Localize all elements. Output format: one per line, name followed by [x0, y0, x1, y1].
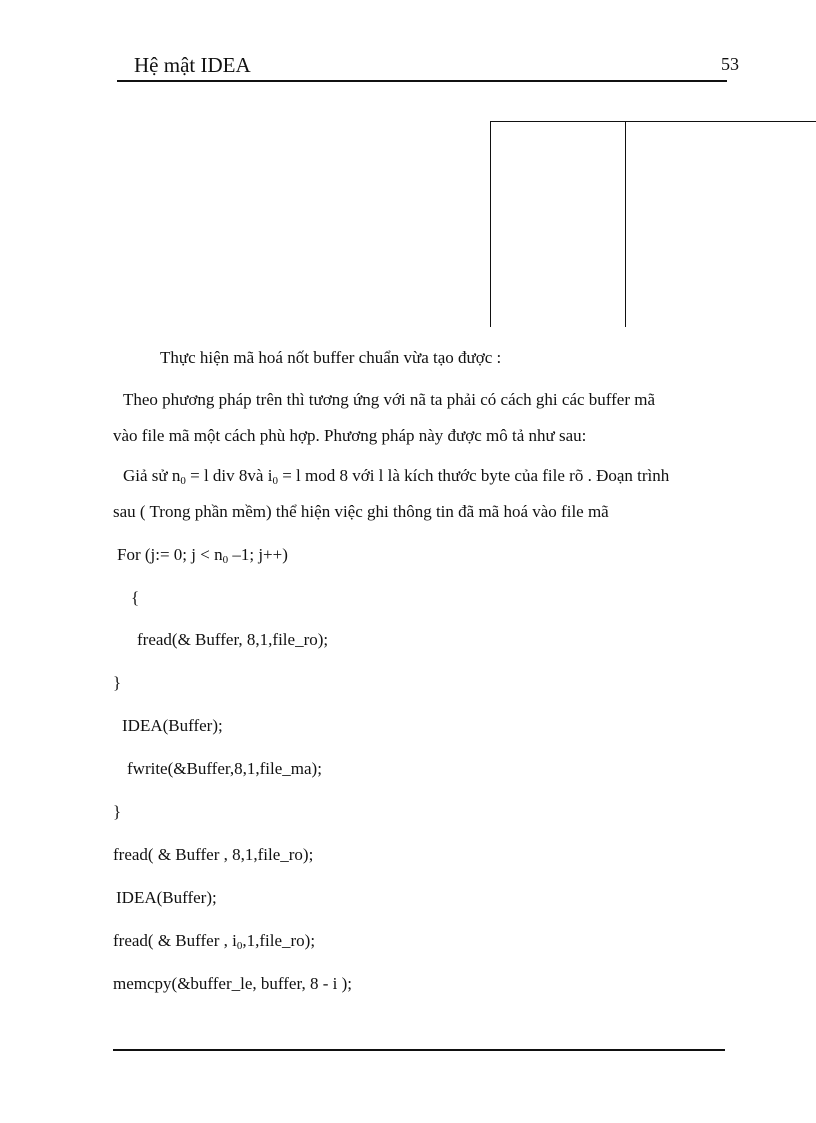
- page-number: 53: [721, 54, 739, 74]
- table-column-divider: [625, 121, 626, 327]
- paragraph-line: vào file mã một cách phù hợp. Phương pháp này được mô tả như sau:: [113, 426, 587, 445]
- footer-rule: [113, 1049, 725, 1051]
- code-line: IDEA(Buffer);: [116, 888, 217, 907]
- code-line: fread( & Buffer , 8,1,file_ro);: [113, 845, 314, 864]
- code-fragment: For (j:= 0; j < n: [117, 545, 223, 564]
- code-line: }: [113, 802, 122, 821]
- subscript: 0: [222, 554, 229, 566]
- code-line: IDEA(Buffer);: [122, 716, 223, 735]
- code-line: [117, 545, 288, 565]
- intro-line: Thực hiện mã hoá nốt buffer chuẩn vừa tạo được :: [160, 348, 502, 367]
- subscript: 0: [236, 940, 243, 952]
- subscript: 0: [272, 475, 278, 487]
- paragraph-line: [123, 466, 669, 486]
- paragraph-line: sau ( Trong phần mềm) thể hiện việc ghi thông tin đã mã hoá vào file mã: [113, 502, 609, 521]
- text-fragment: Giả sử n: [123, 466, 181, 485]
- code-fragment: fread( & Buffer , i: [113, 931, 237, 950]
- code-line: {: [131, 588, 140, 607]
- text-fragment: = l mod 8 với l là kích thước byte của file rõ . Đoạn trình: [277, 466, 670, 485]
- header-rule: [117, 80, 727, 82]
- paragraph-line: Theo phương pháp trên thì tương ứng với nã ta phải có cách ghi các buffer mã: [123, 390, 656, 409]
- code-line: fread(& Buffer, 8,1,file_ro);: [137, 630, 329, 649]
- table-fragment: [490, 121, 816, 327]
- header-title: Hệ mật IDEA: [134, 53, 251, 77]
- code-line: [113, 931, 315, 951]
- code-fragment: ,1,file_ro);: [242, 931, 316, 950]
- subscript: 0: [180, 475, 186, 487]
- code-line: }: [113, 673, 122, 692]
- code-line: memcpy(&buffer_le, buffer, 8 - i );: [113, 974, 352, 993]
- code-fragment: –1; j++): [228, 545, 288, 564]
- text-fragment: = l div 8và i: [185, 466, 273, 485]
- code-line: fwrite(&Buffer,8,1,file_ma);: [127, 759, 322, 778]
